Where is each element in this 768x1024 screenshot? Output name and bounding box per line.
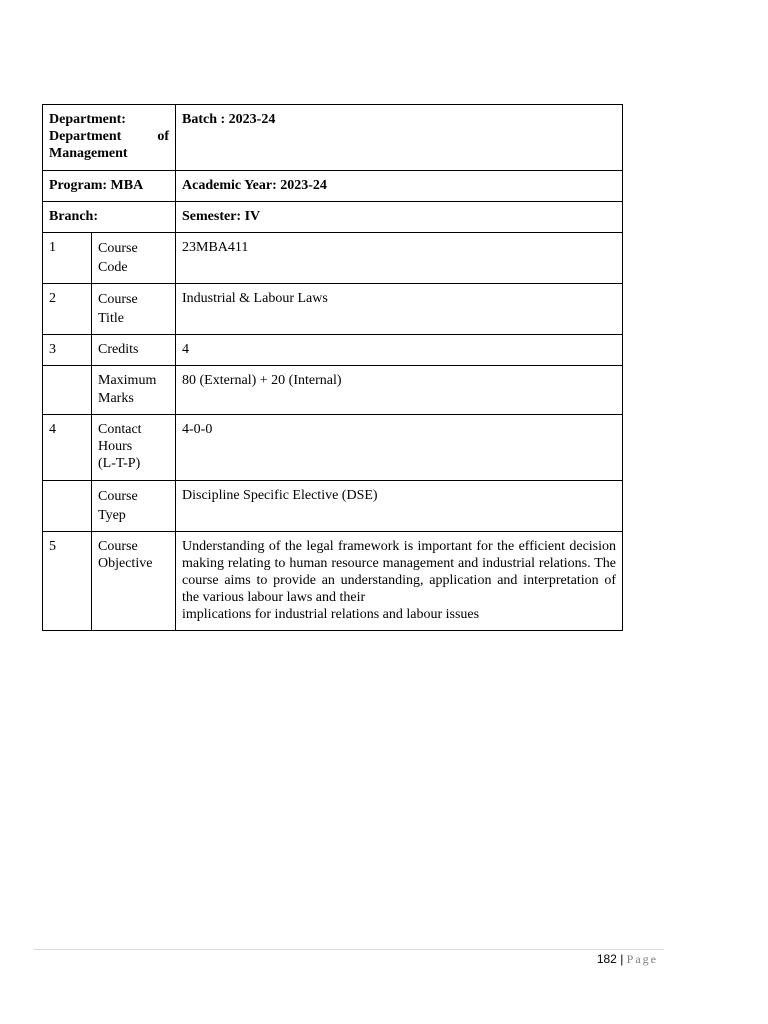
branch-row	[43, 202, 623, 233]
field-line: Contact	[98, 422, 142, 437]
row-field	[92, 415, 176, 481]
row-value: Discipline Specific Elective (DSE)	[176, 481, 623, 532]
row-field	[92, 366, 176, 415]
row-number: 2	[43, 284, 92, 335]
batch-cell: Batch : 2023-24	[176, 105, 623, 171]
semester-cell: Semester: IV	[176, 202, 623, 233]
footer-divider	[34, 949, 664, 950]
row-value: 80 (External) + 20 (Internal)	[176, 366, 623, 415]
department-label: Department:	[49, 112, 126, 127]
row-number: 1	[43, 233, 92, 284]
course-details-table	[42, 104, 623, 631]
row-field	[92, 284, 176, 335]
page-word: Page	[626, 952, 658, 966]
table-row	[43, 233, 623, 284]
department-word: Department	[49, 129, 122, 144]
page-number: 182	[596, 952, 617, 966]
table-row	[43, 532, 623, 631]
field-line: Title	[98, 311, 124, 326]
field-line: Course	[98, 292, 138, 307]
branch-cell: Branch:	[43, 202, 176, 233]
table-row	[43, 415, 623, 481]
department-row	[43, 105, 623, 171]
row-value: 4-0-0	[176, 415, 623, 481]
field-line: Tyep	[98, 508, 126, 523]
objective-last-line: implications for industrial relations and labour issues	[182, 607, 480, 622]
field-line: Marks	[98, 391, 134, 406]
page-footer	[597, 952, 658, 967]
table-row	[43, 481, 623, 532]
row-number: 5	[43, 532, 92, 631]
field-line: Credits	[98, 342, 139, 357]
row-field	[92, 481, 176, 532]
program-cell: Program: MBA	[43, 171, 176, 202]
row-field	[92, 532, 176, 631]
objective-paragraph: Understanding of the legal framework is important for the efficient decision making relating to human resource management and industrial relations. The course aims to provide an understanding, application and interpretation of the various labour laws and their	[182, 539, 617, 605]
field-line: Course	[98, 489, 138, 504]
row-number	[43, 366, 92, 415]
academic-year-cell: Academic Year: 2023-24	[176, 171, 623, 202]
field-line: Course	[98, 241, 138, 256]
row-value: Industrial & Labour Laws	[176, 284, 623, 335]
row-field	[92, 233, 176, 284]
field-line: Objective	[98, 556, 153, 571]
department-line	[49, 128, 169, 145]
row-number: 3	[43, 335, 92, 366]
footer-separator: |	[620, 952, 624, 966]
field-line: Maximum	[98, 373, 157, 388]
row-field	[92, 335, 176, 366]
field-line: Hours	[98, 439, 133, 454]
department-cell	[43, 105, 176, 171]
course-objective-cell	[176, 532, 623, 631]
department-name: Management	[49, 146, 128, 161]
row-value: 23MBA411	[176, 233, 623, 284]
table-row	[43, 366, 623, 415]
row-number	[43, 481, 92, 532]
row-value: 4	[176, 335, 623, 366]
table-row	[43, 335, 623, 366]
field-line: Course	[98, 539, 138, 554]
field-line: (L-T-P)	[98, 456, 141, 471]
table-row	[43, 284, 623, 335]
field-line: Code	[98, 260, 128, 275]
department-of: of	[157, 129, 170, 144]
program-row	[43, 171, 623, 202]
row-number: 4	[43, 415, 92, 481]
